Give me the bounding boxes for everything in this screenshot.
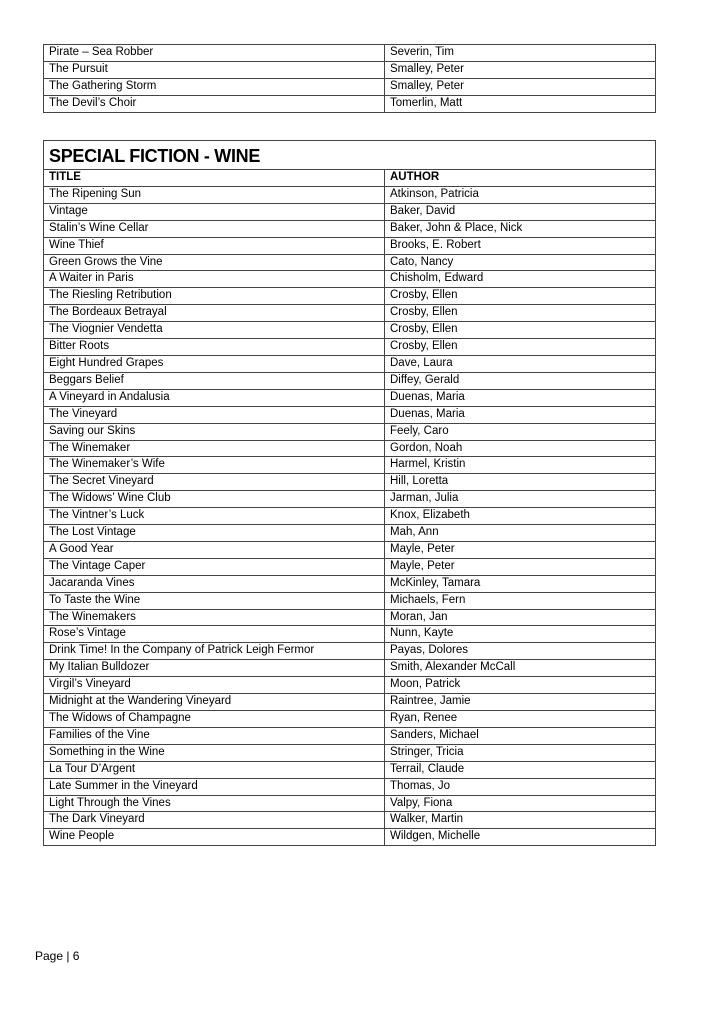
book-author: Severin, Tim [385, 45, 656, 62]
table-row [44, 677, 656, 694]
column-header-title: TITLE [44, 170, 385, 187]
book-author: Harmel, Kristin [385, 457, 656, 474]
book-title: The Viognier Vendetta [44, 322, 385, 339]
table-row [44, 694, 656, 711]
book-title: The Widows of Champagne [44, 711, 385, 728]
table-row [44, 575, 656, 592]
table-row [44, 643, 656, 660]
book-author: Baker, David [385, 203, 656, 220]
table-row [44, 288, 656, 305]
book-title: The Ripening Sun [44, 186, 385, 203]
book-author: Gordon, Noah [385, 440, 656, 457]
book-title: A Waiter in Paris [44, 271, 385, 288]
book-title: Wine People [44, 829, 385, 846]
table-row [44, 423, 656, 440]
table-row [44, 339, 656, 356]
book-title: To Taste the Wine [44, 592, 385, 609]
book-author: Smalley, Peter [385, 78, 656, 95]
book-author: Walker, Martin [385, 812, 656, 829]
table-row [44, 812, 656, 829]
book-author: Nunn, Kayte [385, 626, 656, 643]
table-row [44, 609, 656, 626]
table-row [44, 592, 656, 609]
table-row [44, 305, 656, 322]
book-title: La Tour D’Argent [44, 761, 385, 778]
book-author: Payas, Dolores [385, 643, 656, 660]
book-author: Cato, Nancy [385, 254, 656, 271]
table-row [44, 78, 656, 95]
table-row [44, 237, 656, 254]
table-row [44, 525, 656, 542]
book-title: Pirate – Sea Robber [44, 45, 385, 62]
table-row [44, 727, 656, 744]
book-author: Stringer, Tricia [385, 744, 656, 761]
book-title: The Winemaker [44, 440, 385, 457]
book-title: Drink Time! In the Company of Patrick Leigh Fermor [44, 643, 385, 660]
book-title: The Winemaker’s Wife [44, 457, 385, 474]
book-author: Mayle, Peter [385, 558, 656, 575]
table-row [44, 186, 656, 203]
column-header-author: AUTHOR [385, 170, 656, 187]
table-row [44, 761, 656, 778]
book-title: Midnight at the Wandering Vineyard [44, 694, 385, 711]
book-author: Michaels, Fern [385, 592, 656, 609]
book-title: Bitter Roots [44, 339, 385, 356]
book-author: Crosby, Ellen [385, 322, 656, 339]
book-title: Vintage [44, 203, 385, 220]
book-author: McKinley, Tamara [385, 575, 656, 592]
book-title: The Dark Vineyard [44, 812, 385, 829]
book-title: The Gathering Storm [44, 78, 385, 95]
table-row [44, 220, 656, 237]
book-author: Sanders, Michael [385, 727, 656, 744]
previous-section-table [43, 44, 656, 113]
table-row [44, 389, 656, 406]
book-title: The Riesling Retribution [44, 288, 385, 305]
book-author: Smith, Alexander McCall [385, 660, 656, 677]
book-author: Duenas, Maria [385, 389, 656, 406]
table-row [44, 491, 656, 508]
book-title: The Devil’s Choir [44, 95, 385, 112]
table-row [44, 795, 656, 812]
table-row [44, 372, 656, 389]
book-title: Late Summer in the Vineyard [44, 778, 385, 795]
table-row [44, 711, 656, 728]
book-author: Tomerlin, Matt [385, 95, 656, 112]
book-title: The Winemakers [44, 609, 385, 626]
book-title: A Vineyard in Andalusia [44, 389, 385, 406]
book-author: Valpy, Fiona [385, 795, 656, 812]
book-title: The Widows’ Wine Club [44, 491, 385, 508]
book-author: Knox, Elizabeth [385, 508, 656, 525]
book-author: Mayle, Peter [385, 541, 656, 558]
book-title: The Vintner’s Luck [44, 508, 385, 525]
book-title: Wine Thief [44, 237, 385, 254]
table-row [44, 508, 656, 525]
table-row [44, 45, 656, 62]
book-author: Moon, Patrick [385, 677, 656, 694]
book-author: Jarman, Julia [385, 491, 656, 508]
book-title: The Vineyard [44, 406, 385, 423]
book-author: Duenas, Maria [385, 406, 656, 423]
book-title: The Secret Vineyard [44, 474, 385, 491]
page-number: Page | 6 [35, 949, 80, 963]
book-title: The Bordeaux Betrayal [44, 305, 385, 322]
table-row [44, 829, 656, 846]
table-row [44, 474, 656, 491]
table-row [44, 61, 656, 78]
book-title: Green Grows the Vine [44, 254, 385, 271]
section-heading: SPECIAL FICTION - WINE [44, 141, 656, 170]
book-author: Baker, John & Place, Nick [385, 220, 656, 237]
previous-section-rows [44, 45, 656, 113]
table-row [44, 541, 656, 558]
section-heading-row [44, 141, 656, 170]
book-author: Brooks, E. Robert [385, 237, 656, 254]
book-author: Mah, Ann [385, 525, 656, 542]
book-author: Crosby, Ellen [385, 305, 656, 322]
book-title: The Pursuit [44, 61, 385, 78]
book-author: Chisholm, Edward [385, 271, 656, 288]
column-header-row [44, 170, 656, 187]
table-row [44, 778, 656, 795]
book-title: Virgil’s Vineyard [44, 677, 385, 694]
table-row [44, 457, 656, 474]
table-row [44, 203, 656, 220]
book-author: Wildgen, Michelle [385, 829, 656, 846]
book-title: Families of the Vine [44, 727, 385, 744]
book-author: Terrail, Claude [385, 761, 656, 778]
book-title: Beggars Belief [44, 372, 385, 389]
book-author: Smalley, Peter [385, 61, 656, 78]
book-title: My Italian Bulldozer [44, 660, 385, 677]
table-row [44, 271, 656, 288]
book-author: Thomas, Jo [385, 778, 656, 795]
table-row [44, 626, 656, 643]
book-title: Rose’s Vintage [44, 626, 385, 643]
book-author: Diffey, Gerald [385, 372, 656, 389]
book-title: Eight Hundred Grapes [44, 355, 385, 372]
book-title: Something in the Wine [44, 744, 385, 761]
wine-fiction-table [43, 140, 656, 846]
book-title: Saving our Skins [44, 423, 385, 440]
book-title: Light Through the Vines [44, 795, 385, 812]
book-title: Jacaranda Vines [44, 575, 385, 592]
table-row [44, 558, 656, 575]
book-author: Hill, Loretta [385, 474, 656, 491]
table-row [44, 355, 656, 372]
table-row [44, 440, 656, 457]
book-title: The Vintage Caper [44, 558, 385, 575]
table-row [44, 744, 656, 761]
book-author: Ryan, Renee [385, 711, 656, 728]
book-author: Crosby, Ellen [385, 339, 656, 356]
table-row [44, 406, 656, 423]
book-author: Feely, Caro [385, 423, 656, 440]
table-row [44, 660, 656, 677]
book-author: Crosby, Ellen [385, 288, 656, 305]
book-title: The Lost Vintage [44, 525, 385, 542]
book-author: Atkinson, Patricia [385, 186, 656, 203]
table-row [44, 322, 656, 339]
table-row [44, 95, 656, 112]
book-author: Raintree, Jamie [385, 694, 656, 711]
table-row [44, 254, 656, 271]
book-title: A Good Year [44, 541, 385, 558]
book-author: Moran, Jan [385, 609, 656, 626]
book-title: Stalin’s Wine Cellar [44, 220, 385, 237]
book-author: Dave, Laura [385, 355, 656, 372]
